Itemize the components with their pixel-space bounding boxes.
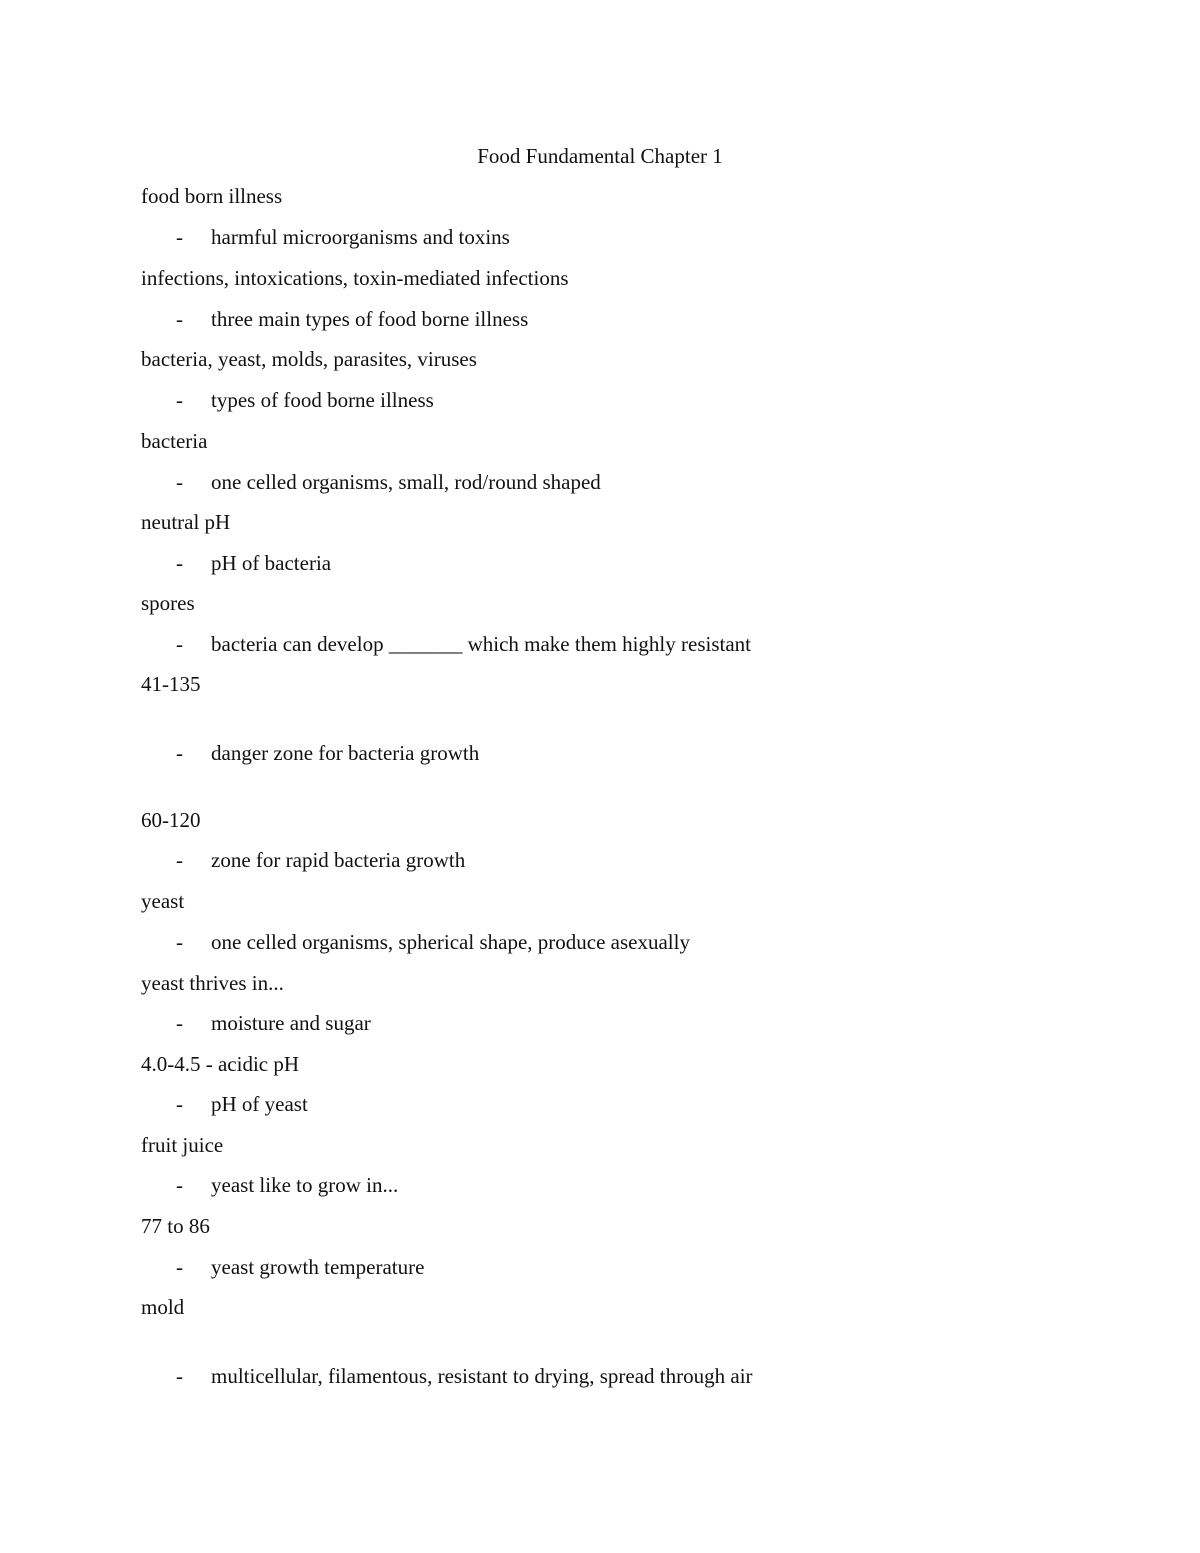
- term: yeast: [141, 889, 185, 913]
- term: fruit juice: [141, 1133, 224, 1157]
- definition-text: yeast like to grow in...: [211, 1173, 399, 1197]
- bullet-dash: -: [176, 632, 183, 656]
- bullet-dash: -: [176, 470, 183, 494]
- definition-text: harmful microorganisms and toxins: [211, 225, 510, 249]
- bullet-dash: -: [176, 1255, 183, 1279]
- bullet-dash: -: [176, 551, 183, 575]
- term: spores: [141, 591, 195, 615]
- bullet-dash: -: [176, 307, 183, 331]
- bullet-dash: -: [176, 848, 183, 872]
- bullet-dash: -: [176, 1011, 183, 1035]
- bullet-dash: -: [176, 1364, 183, 1388]
- definition-text: danger zone for bacteria growth: [211, 741, 480, 765]
- bullet-dash: -: [176, 1173, 183, 1197]
- definition-text: one celled organisms, small, rod/round shaped: [211, 470, 601, 494]
- definition-text: pH of yeast: [211, 1092, 308, 1116]
- bullet-dash: -: [176, 930, 183, 954]
- definition-text: bacteria can develop _______ which make them highly resistant: [211, 632, 752, 656]
- term: neutral pH: [141, 510, 231, 534]
- term: mold: [141, 1295, 185, 1319]
- definition-text: one celled organisms, spherical shape, produce asexually: [211, 930, 690, 954]
- definition-text: three main types of food borne illness: [211, 307, 529, 331]
- term: 4.0-4.5 - acidic pH: [141, 1052, 300, 1076]
- term: bacteria: [141, 429, 208, 453]
- term: yeast thrives in...: [141, 971, 284, 995]
- term: 41-135: [141, 672, 201, 696]
- document-title: Food Fundamental Chapter 1: [477, 144, 723, 168]
- term: infections, intoxications, toxin-mediated infections: [141, 266, 569, 290]
- definition-text: multicellular, filamentous, resistant to drying, spread through air: [211, 1364, 753, 1388]
- definition-text: yeast growth temperature: [211, 1255, 425, 1279]
- term: 60-120: [141, 808, 201, 832]
- bullet-dash: -: [176, 741, 183, 765]
- definition-text: moisture and sugar: [211, 1011, 371, 1035]
- definition-text: zone for rapid bacteria growth: [211, 848, 466, 872]
- term: 77 to 86: [141, 1214, 210, 1238]
- term: bacteria, yeast, molds, parasites, viruses: [141, 347, 477, 371]
- definition-text: types of food borne illness: [211, 388, 434, 412]
- bullet-dash: -: [176, 1092, 183, 1116]
- bullet-dash: -: [176, 388, 183, 412]
- bullet-dash: -: [176, 225, 183, 249]
- term: food born illness: [141, 184, 283, 208]
- definition-text: pH of bacteria: [211, 551, 332, 575]
